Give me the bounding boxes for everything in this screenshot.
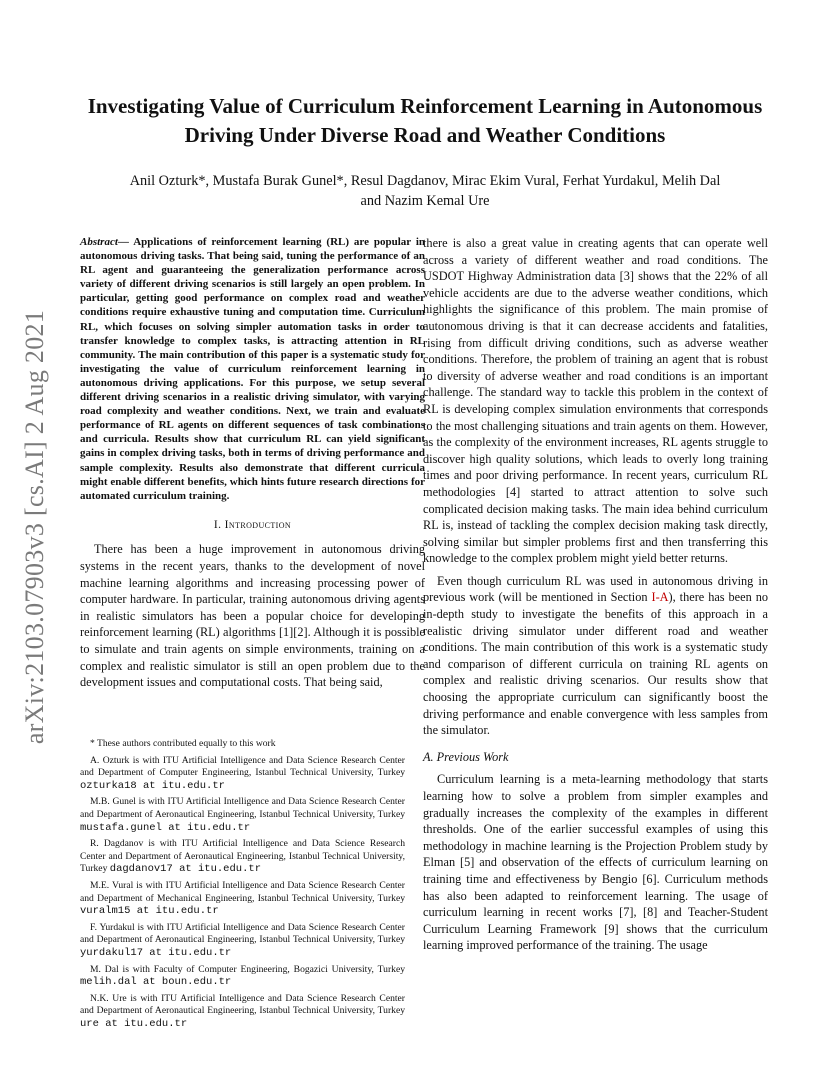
footnote-item [80,922,405,960]
footnotes [80,738,405,1034]
abstract-dash: — [117,236,134,248]
right-paragraph-2-start: Even though curriculum RL was used in autonomous driving in previous work (will be mentioned in Section [423,573,768,605]
abstract-text: Applications of reinforcement learning (RL) are popular in autonomous driving tasks. That being said, tuning the performance of an RL agent and guaranteeing the generalization performance across variety of different driving scenarios is still largely an open problem. In particular, getting good performance on complex road and weather conditions require exhaustive tuning and computation time. Curriculum RL, which focuses on solving simpler automation tasks in order to transfer knowledge to complex tasks, is attracting attention in RL community. The main contribution of this paper is a systematic study for investigating the value of curriculum reinforcement learning in autonomous driving applications. For this purpose, we setup several different driving scenarios in a realistic driving simulator, with varying road complexity and weather conditions. Next, we train and evaluate performance of RL agents on different sequences of task combinations and curricula. Results show that curriculum RL can yield significant gains in complex driving tasks, both in terms of driving performance and sample complexity. Results also demonstrate that different curricula might enable different benefits, which hints future research directions for automated curriculum training. [80,236,425,502]
footnote-email: mustafa.gunel at itu.edu.tr [80,821,251,834]
footnote-text: F. Yurdakul is with ITU Artificial Intelligence and Data Science Research Center and Department of Aeronautical Engineering, Istanbul Technical University, Turkey [80,921,405,946]
abstract-label: Abstract [80,236,118,248]
subsection-heading-previous-work: A. Previous Work [423,749,509,764]
footnote-item [80,838,405,876]
abstract [80,235,425,503]
footnote-text: * These authors contributed equally to this work [90,738,276,749]
footnote-item [80,796,405,834]
author-line-1: Anil Ozturk*, Mustafa Burak Gunel*, Resul Dagdanov, Mirac Ekim Vural, Ferhat Yurdakul, Melih Dal [129,173,721,189]
author-line-2: and Nazim Kemal Ure [360,193,490,209]
right-paragraph-3: Curriculum learning is a meta-learning methodology that starts learning how to solve a problem from simpler examples and gradually increases the complexity of the examples in different thresholds. One of the earlier successful examples of using this methodology in machine learning is the Projection Problem study by Elman [5] and observation of the effects of curriculum learning on training time and effectiveness by Bengio [6]. Curriculum methods has also been adapted to reinforcement learning. The usage of curriculum learning in recent works [7], [8] and Teacher-Student Curriculum Learning Framework [9] shows that the curriculum learning improved performance of the training. The usage [423,772,768,953]
right-column [423,235,768,954]
footnote-text: A. Ozturk is with ITU Artificial Intelligence and Data Science Research Center and Department of Computer Engineering, Istanbul Technical University, Turkey [80,754,405,779]
footnote-item [80,964,405,989]
footnote-item [80,993,405,1031]
right-paragraph-2 [423,573,768,739]
arxiv-sidebar-stamp [15,296,55,758]
footnote-email: yurdakul17 at itu.edu.tr [80,946,232,959]
footnote-text: M. Dal is with Faculty of Computer Engineering, Bogazici University, Turkey [90,963,405,975]
right-paragraph-1: there is also a great value in creating agents that can operate well across a variety of different weather and road conditions. The USDOT Highway Administration data [3] shows that the 22% of all vehicle accidents are due to the adverse weather conditions, which highlights the significance of this problem. The main promise of autonomous driving is that it can decrease accidents and fatalities, rising from difficult driving conditions, such as adverse weather conditions. Therefore, the problem of training an agent that is robust to diversity of adverse weather and road conditions is an important challenge. The standard way to tackle this problem in the context of RL is developing complex simulation environments that corresponds to the most challenging situations and train agents on them. However, as the complexity of the environment increases, RL agents struggle to discover high quality solutions, which leads to overly long training times and poor driving performance. In recent years, curriculum RL methodologies [4] started to attract attention to solve such complicated decision making tasks. The main idea behind curriculum RL is, instead of tackling the complex decision making task directly, solving similar but simpler problems first and then transferring this knowledge to the complex problem might yield better returns. [423,236,768,566]
paper-title: Investigating Value of Curriculum Reinforcement Learning in Autonomous Driving Under Diverse Road and Weather Conditions [87,94,763,147]
arxiv-id-text: arXiv:2103.07903v3 [cs.AI] 2 Aug 2021 [20,309,49,745]
intro-paragraph-1: There has been a huge improvement in autonomous driving systems in the recent years, thanks to the development of novel machine learning algorithms and increasing processing power of computer hardware. In particular, training autonomous driving agents in realistic simulators has been a popular choice for developing reinforcement learning (RL) algorithms [1][2]. Although it is possible to simulate and train agents on simple environments, training on a complex and realistic simulator is still an open problem due to the development issues and computational costs. That being said, [80,542,425,690]
author-list [80,171,770,211]
footnote-email: melih.dal at boun.edu.tr [80,976,232,989]
footnote-text: M.B. Gunel is with ITU Artificial Intelligence and Data Science Research Center and Department of Aeronautical Engineering, Istanbul Technical University, Turkey [80,796,405,820]
section-heading-introduction: I. Introduction [213,518,292,531]
footnote-email: dagdanov17 at itu.edu.tr [109,863,261,876]
footnote-item [80,738,405,751]
section-ref-link[interactable]: I-A [651,590,669,605]
right-paragraph-2-end: ), there has been no in-depth study to investigate the benefits of this approach in a realistic driving simulator under different road and weather conditions. The main contribution of this work is a systematic study and comparison of different curricula on training RL agents on complex and realistic driving scenarios. Our results show that choosing the appropriate curriculum can significantly boost the driving performance and enable convergence with less samples from the simulator. [423,590,768,738]
footnote-email: vuralm15 at itu.edu.tr [80,905,219,918]
footnote-email: ure at itu.edu.tr [80,1017,188,1030]
footnote-item [80,755,405,793]
left-column [80,235,425,691]
footnote-text: R. Dagdanov is with ITU Artificial Intelligence and Data Science Research Center and Department of Aeronautical Engineering, Istanbul Technical University, Turkey [80,838,405,875]
footnote-text: N.K. Ure is with ITU Artificial Intelligence and Data Science Research Center and Department of Aeronautical Engineering, Istanbul Technical University, Turkey [80,992,405,1017]
footnote-text: M.E. Vural is with ITU Artificial Intelligence and Data Science Research Center and Department of Mechanical Engineering, Istanbul Technical University, Turkey [80,879,405,904]
footnote-item [80,880,405,918]
footnote-email: ozturka18 at itu.edu.tr [80,779,225,792]
